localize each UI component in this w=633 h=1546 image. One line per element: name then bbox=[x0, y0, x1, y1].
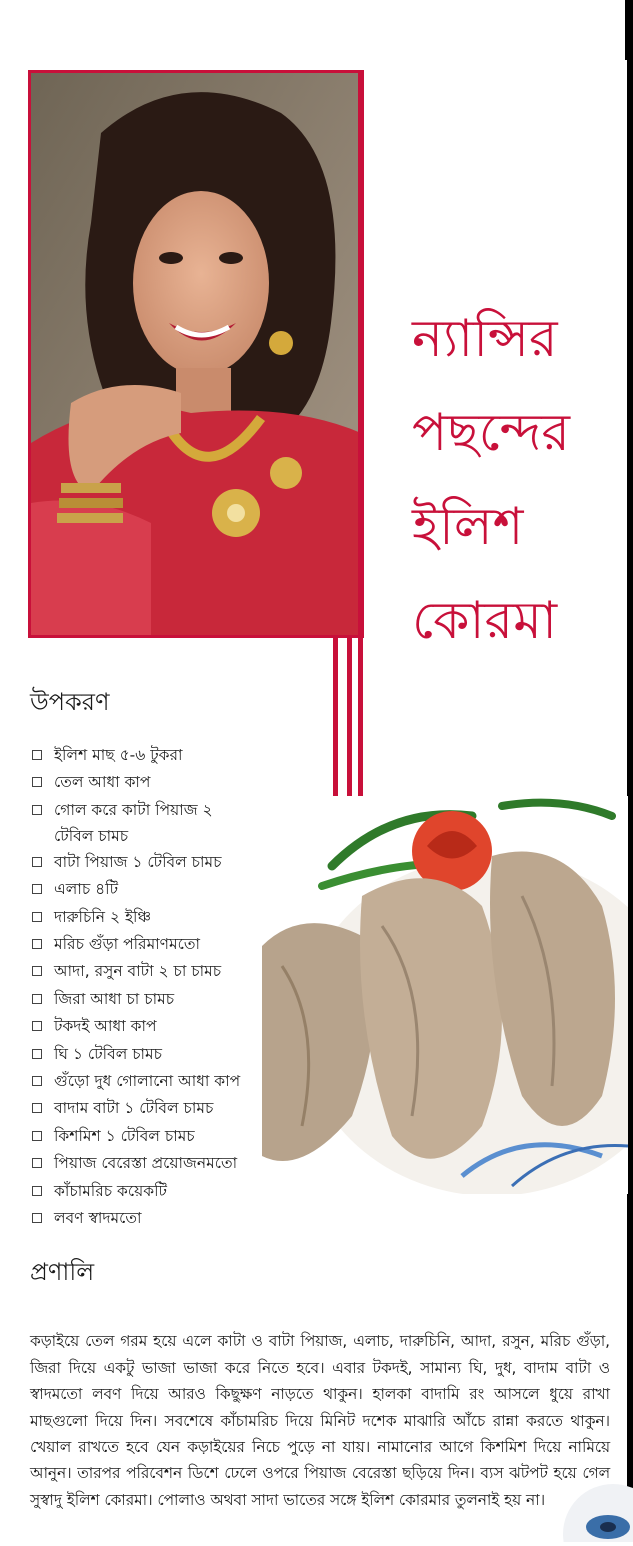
checkbox-icon bbox=[32, 1213, 42, 1223]
list-item: বাটা পিয়াজ ১ টেবিল চামচ bbox=[32, 849, 272, 876]
list-item: জিরা আধা চা চামচ bbox=[32, 986, 272, 1013]
list-item: মরিচ গুঁড়া পরিমাণমতো bbox=[32, 931, 272, 958]
list-item: লবণ স্বাদমতো bbox=[32, 1205, 272, 1232]
page-edge bbox=[627, 0, 633, 1542]
list-item: ঘি ১ টেবিল চামচ bbox=[32, 1041, 272, 1068]
checkbox-icon bbox=[32, 966, 42, 976]
list-item: কাঁচামরিচ কয়েকটি bbox=[32, 1178, 272, 1205]
recipe-title bbox=[412, 292, 622, 668]
accent-stripe bbox=[347, 638, 352, 806]
title-line: ইলিশ bbox=[412, 497, 524, 557]
checkbox-icon bbox=[32, 750, 42, 760]
checkbox-icon bbox=[32, 1158, 42, 1168]
food-photo bbox=[262, 796, 628, 1194]
checkbox-icon bbox=[32, 1076, 42, 1086]
corner-image bbox=[553, 1472, 633, 1542]
method-heading: প্রণালি bbox=[30, 1258, 95, 1286]
portrait-photo bbox=[28, 70, 364, 638]
checkbox-icon bbox=[32, 939, 42, 949]
list-item: দারুচিনি ২ ইঞ্চি bbox=[32, 904, 272, 931]
method-text: কড়াইয়ে তেল গরম হয়ে এলে কাটা ও বাটা পিয়াজ, এলাচ, দারুচিনি, আদা, রসুন, মরিচ গুঁড়া, জিরা দিয়ে একটু ভাজা ভাজা করে নিতে হবে। এবার টকদই, সামান্য ঘি, দুধ, বাদাম বাটা ও স্বাদমতো লবণ দিয়ে আরও কিছুক্ষণ নাড়তে থাকুন। হালকা বাদামি রং আসলে ধুয়ে রাখা মাছগুলো দিয়ে দিন। সবশেষে কাঁচামরিচ দিয়ে মিনিট দশেক মাঝারি আঁচে রান্না করতে থাকুন। খেয়াল রাখতে হবে যেন কড়াইয়ের নিচে পুড়ে না যায়। নামানোর আগে কিশমিশ দিয়ে নামিয়ে আনুন। তারপর পরিবেশন ডিশে ঢেলে ওপরে পিয়াজ বেরেস্তা ছড়িয়ে দিন। ব্যস ঝটপট হয়ে গেল সুস্বাদু ইলিশ কোরমা। পোলাও অথবা সাদা ভাতের সঙ্গে ইলিশ কোরমার তুলনাই হয় না। bbox=[30, 1332, 610, 1509]
checkbox-icon bbox=[32, 994, 42, 1004]
list-item: বাদাম বাটা ১ টেবিল চামচ bbox=[32, 1095, 272, 1122]
list-item: গুঁড়ো দুধ গোলানো আধা কাপ bbox=[32, 1068, 272, 1095]
list-item: ইলিশ মাছ ৫-৬ টুকরা bbox=[32, 742, 272, 769]
list-item: এলাচ ৪টি bbox=[32, 876, 272, 903]
checkbox-icon bbox=[32, 1131, 42, 1141]
list-item: কিশমিশ ১ টেবিল চামচ bbox=[32, 1123, 272, 1150]
checkbox-icon bbox=[32, 777, 42, 787]
ingredients-list bbox=[32, 742, 272, 1233]
checkbox-icon bbox=[32, 857, 42, 867]
ingredients-heading: উপকরণ bbox=[30, 688, 110, 716]
accent-stripe bbox=[358, 70, 363, 806]
checkbox-icon bbox=[32, 1103, 42, 1113]
list-item: তেল আধা কাপ bbox=[32, 769, 272, 796]
list-item: গোল করে কাটা পিয়াজ ২ টেবিল চামচ bbox=[32, 797, 254, 849]
list-item: পিয়াজ বেরেস্তা প্রয়োজনমতো bbox=[32, 1150, 272, 1177]
checkbox-icon bbox=[32, 1049, 42, 1059]
checkbox-icon bbox=[32, 1021, 42, 1031]
accent-stripe bbox=[333, 638, 338, 806]
list-item: আদা, রসুন বাটা ২ চা চামচ bbox=[32, 958, 272, 985]
list-item: টকদই আধা কাপ bbox=[32, 1013, 272, 1040]
title-line: কোরমা bbox=[412, 591, 558, 651]
title-line: পছন্দের bbox=[412, 403, 571, 463]
page-edge-top bbox=[625, 0, 627, 60]
checkbox-icon bbox=[32, 884, 42, 894]
checkbox-icon bbox=[32, 805, 42, 815]
checkbox-icon bbox=[32, 1186, 42, 1196]
title-line: ন্যান্সির bbox=[412, 309, 558, 369]
checkbox-icon bbox=[32, 912, 42, 922]
